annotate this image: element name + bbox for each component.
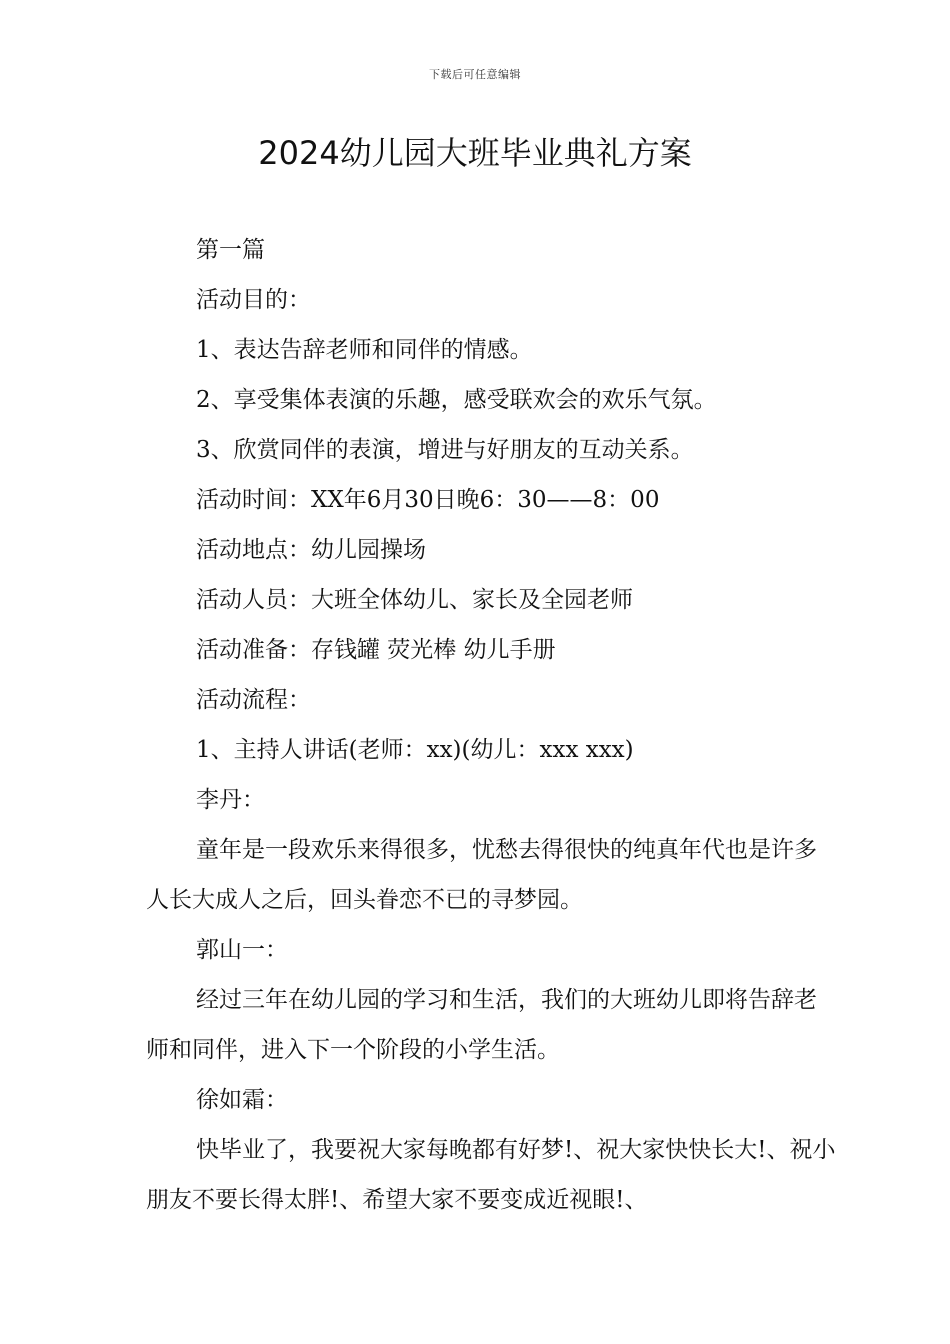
paragraph-preparation: 活动准备：存钱罐 荧光棒 幼儿手册 (196, 637, 556, 663)
speech-paragraph: 童年是一段欢乐来得很多，忧愁去得很快的纯真年代也是许多人长大成人之后，回头眷恋不已的寻梦园。 (146, 837, 817, 913)
paragraph-purpose-2: 2、享受集体表演的乐趣，感受联欢会的欢乐气氛。 (196, 387, 717, 413)
paragraph-purpose-3: 3、欣赏同伴的表演，增进与好朋友的互动关系。 (196, 437, 694, 463)
paragraph-purpose-label: 活动目的： (196, 287, 311, 313)
paragraph-participants: 活动人员：大班全体幼儿、家长及全园老师 (196, 587, 633, 613)
paragraph-process-label: 活动流程： (196, 687, 311, 713)
paragraph-purpose-1: 1、表达告辞老师和同伴的情感。 (196, 337, 533, 363)
paragraph-process-1: 1、主持人讲话(老师：xx)(幼儿：xxx xxx) (196, 737, 634, 763)
paragraph-time: 活动时间：XX年6月30日晚6：30——8：00 (196, 487, 660, 513)
section-heading: 第一篇 (196, 237, 265, 263)
speech-paragraph: 经过三年在幼儿园的学习和生活，我们的大班幼儿即将告辞老师和同伴，进入下一个阶段的小学生活。 (146, 987, 817, 1063)
paragraph-location: 活动地点：幼儿园操场 (196, 537, 426, 563)
speaker-name: 徐如霜： (196, 1087, 288, 1113)
document-title: 2024幼儿园大班毕业典礼方案 (258, 134, 692, 172)
speech-paragraph: 快毕业了，我要祝大家每晚都有好梦!、祝大家快快长大!、祝小朋友不要长得太胖!、希望大家不要变成近视眼!、 (146, 1137, 836, 1213)
document-body (146, 225, 836, 1225)
header-note: 下载后可任意编辑 (429, 68, 521, 81)
speaker-name: 李丹： (196, 787, 265, 813)
speaker-name: 郭山一： (196, 937, 288, 963)
